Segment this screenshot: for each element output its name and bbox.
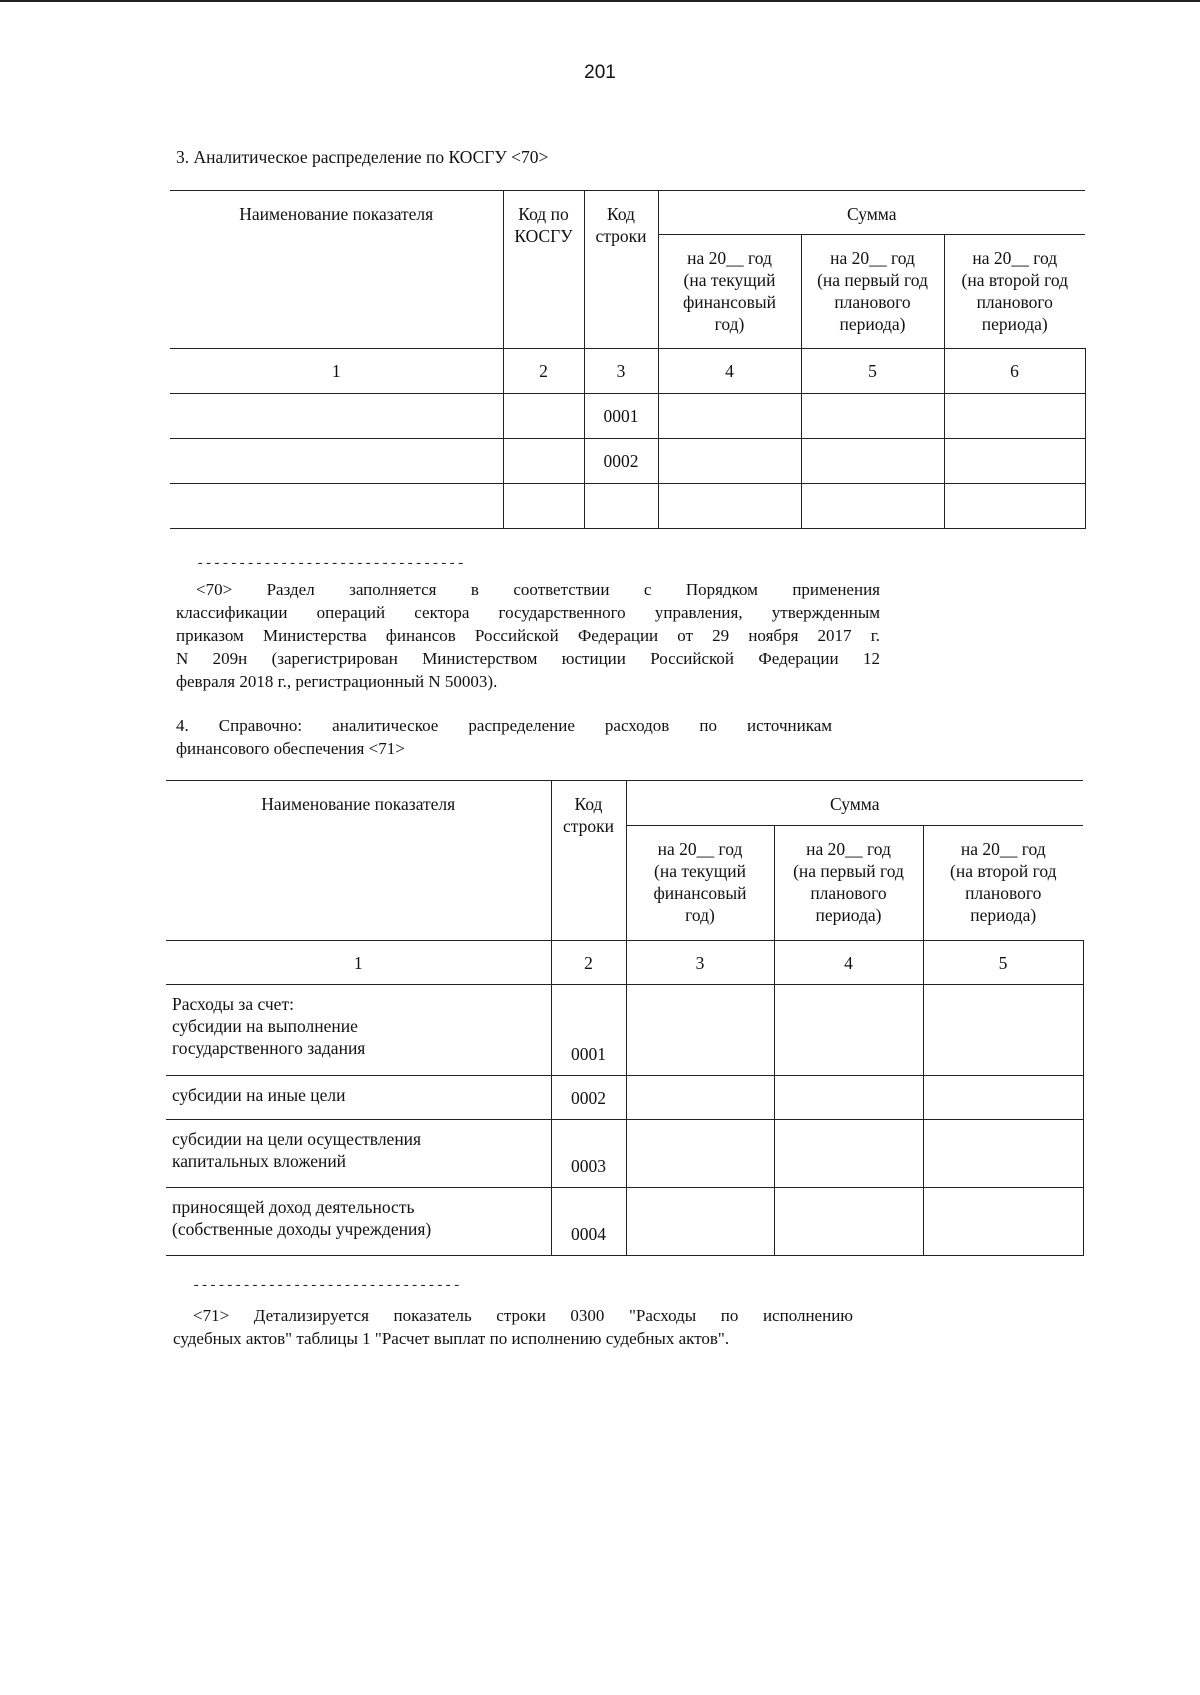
row-value [801, 394, 944, 439]
row-name-line: капитальных вложений [172, 1151, 347, 1171]
footnote70-line: N 209н (зарегистрирован Министерством юстиции Российской Федерации 12 [176, 649, 880, 668]
h-line: на 20__ год [687, 248, 772, 268]
top-border-line [0, 0, 1200, 2]
table-row [166, 1076, 1083, 1120]
row-kosgu [503, 439, 584, 484]
colnum-5: 5 [801, 349, 944, 394]
h-line: (на текущий [654, 861, 746, 881]
table-row [166, 1120, 1083, 1188]
header-name: Наименование показателя [166, 781, 551, 941]
footnote71-line: <71> Детализируется показатель строки 0300 "Расходы по исполнению [193, 1306, 853, 1325]
row-name [170, 439, 503, 484]
table-row [166, 1188, 1083, 1256]
row-name-line: субсидии на иные цели [172, 1085, 346, 1105]
row-name [166, 1076, 551, 1120]
row-code: 0001 [551, 985, 626, 1076]
colnum-6: 6 [944, 349, 1085, 394]
header-row-code-line2: строки [595, 226, 647, 246]
h-line: на 20__ год [960, 839, 1046, 859]
footnote70 [176, 578, 880, 693]
row-value [626, 1076, 774, 1120]
footnote70-line: приказом Министерства финансов Российской Федерации от 29 ноября 2017 г. [176, 626, 880, 645]
header-row-code [551, 781, 626, 941]
header-row-code-line2: строки [563, 816, 614, 836]
h-line: на 20__ год [657, 839, 743, 859]
h-line: планового [965, 883, 1042, 903]
row-name [170, 394, 503, 439]
colnum-1: 1 [166, 941, 551, 985]
row-value [774, 1076, 923, 1120]
row-kosgu [503, 484, 584, 529]
colnum-5: 5 [923, 941, 1083, 985]
row-name-line: (собственные доходы учреждения) [172, 1219, 432, 1239]
row-value [774, 1188, 923, 1256]
table-row [166, 985, 1083, 1076]
row-name-line: субсидии на выполнение [172, 1016, 358, 1036]
footnote71-line: судебных актов" таблицы 1 "Расчет выплат по исполнению судебных актов". [173, 1329, 730, 1348]
row-name [166, 1120, 551, 1188]
footnote70-line: <70> Раздел заполняется в соответствии с Порядком применения [196, 580, 880, 599]
row-name [166, 1188, 551, 1256]
row-value [801, 439, 944, 484]
header-year-second [923, 826, 1083, 941]
row-value [626, 985, 774, 1076]
row-value [944, 484, 1085, 529]
h-line: на 20__ год [972, 248, 1058, 268]
h-line: планового [834, 292, 911, 312]
section4-title [176, 714, 832, 760]
header-row-code-line1: Код [607, 204, 635, 224]
header-year-first [801, 235, 944, 349]
h-line: финансовый [682, 292, 777, 312]
header-row-code [584, 191, 658, 349]
row-name [170, 484, 503, 529]
section3-title: 3. Аналитическое распределение по КОСГУ <70> [176, 147, 549, 167]
header-row-code-line1: Код [574, 794, 603, 814]
h-line: год) [685, 905, 715, 925]
row-value [658, 484, 801, 529]
header-kosgu-line2: КОСГУ [514, 226, 573, 246]
h-line: (на второй год [961, 270, 1068, 290]
table-row [170, 484, 1085, 529]
h-line: на 20__ год [806, 839, 891, 859]
header-kosgu-line1: Код по [518, 204, 569, 224]
row-name-line: государственного задания [172, 1038, 366, 1058]
header-kosgu-code [503, 191, 584, 349]
header-year-first [774, 826, 923, 941]
row-name-line: субсидии на цели осуществления [172, 1129, 422, 1149]
h-line: периода) [839, 314, 906, 334]
row-name-line: приносящей доход деятельность [172, 1197, 415, 1217]
h-line: периода) [981, 314, 1048, 334]
h-line: год) [714, 314, 745, 334]
colnum-4: 4 [774, 941, 923, 985]
row-value [923, 985, 1083, 1076]
header-sum: Сумма [626, 781, 1083, 826]
row-code: 0003 [551, 1120, 626, 1188]
row-value [923, 1076, 1083, 1120]
footnote70-line: классификации операций сектора государственного управления, утвержденным [176, 603, 880, 622]
h-line: (на второй год [950, 861, 1057, 881]
h-line: планового [976, 292, 1053, 312]
row-name-line: Расходы за счет: [172, 994, 294, 1014]
colnum-4: 4 [658, 349, 801, 394]
row-code: 0002 [551, 1076, 626, 1120]
h-line: (на текущий [683, 270, 776, 290]
row-value [944, 394, 1085, 439]
h-line: на 20__ год [830, 248, 915, 268]
row-code: 0002 [584, 439, 658, 484]
page-number: 201 [584, 62, 616, 83]
colnum-3: 3 [584, 349, 658, 394]
h-line: финансовый [653, 883, 747, 903]
colnum-3: 3 [626, 941, 774, 985]
row-code: 0001 [584, 394, 658, 439]
row-value [801, 484, 944, 529]
kosgu-table [170, 190, 1086, 529]
header-year-current [626, 826, 774, 941]
section4-title-line: финансового обеспечения <71> [176, 739, 405, 758]
h-line: периода) [970, 905, 1037, 925]
row-value [658, 394, 801, 439]
row-kosgu [503, 394, 584, 439]
row-value [774, 985, 923, 1076]
row-value [923, 1120, 1083, 1188]
h-line: (на первый год [793, 861, 904, 881]
colnum-2: 2 [551, 941, 626, 985]
colnum-2: 2 [503, 349, 584, 394]
row-name [166, 985, 551, 1076]
footnote71 [173, 1304, 853, 1350]
h-line: периода) [815, 905, 882, 925]
row-code: 0004 [551, 1188, 626, 1256]
row-value [944, 439, 1085, 484]
row-code [584, 484, 658, 529]
table-row [170, 439, 1085, 484]
row-value [658, 439, 801, 484]
sources-table [166, 780, 1084, 1256]
row-value [923, 1188, 1083, 1256]
row-value [774, 1120, 923, 1188]
h-line: (на первый год [817, 270, 928, 290]
header-sum: Сумма [658, 191, 1085, 235]
footnote71-rule: -------------------------------- [192, 1278, 461, 1294]
section4-title-line: 4. Справочно: аналитическое распределение расходов по источникам [176, 716, 832, 735]
h-line: планового [810, 883, 887, 903]
table-row [170, 394, 1085, 439]
footnote70-rule: -------------------------------- [196, 556, 465, 572]
row-value [626, 1120, 774, 1188]
header-year-second [944, 235, 1085, 349]
row-value [626, 1188, 774, 1256]
header-name: Наименование показателя [170, 191, 503, 349]
footnote70-line: февраля 2018 г., регистрационный N 50003). [176, 672, 498, 691]
colnum-1: 1 [170, 349, 503, 394]
header-year-current [658, 235, 801, 349]
